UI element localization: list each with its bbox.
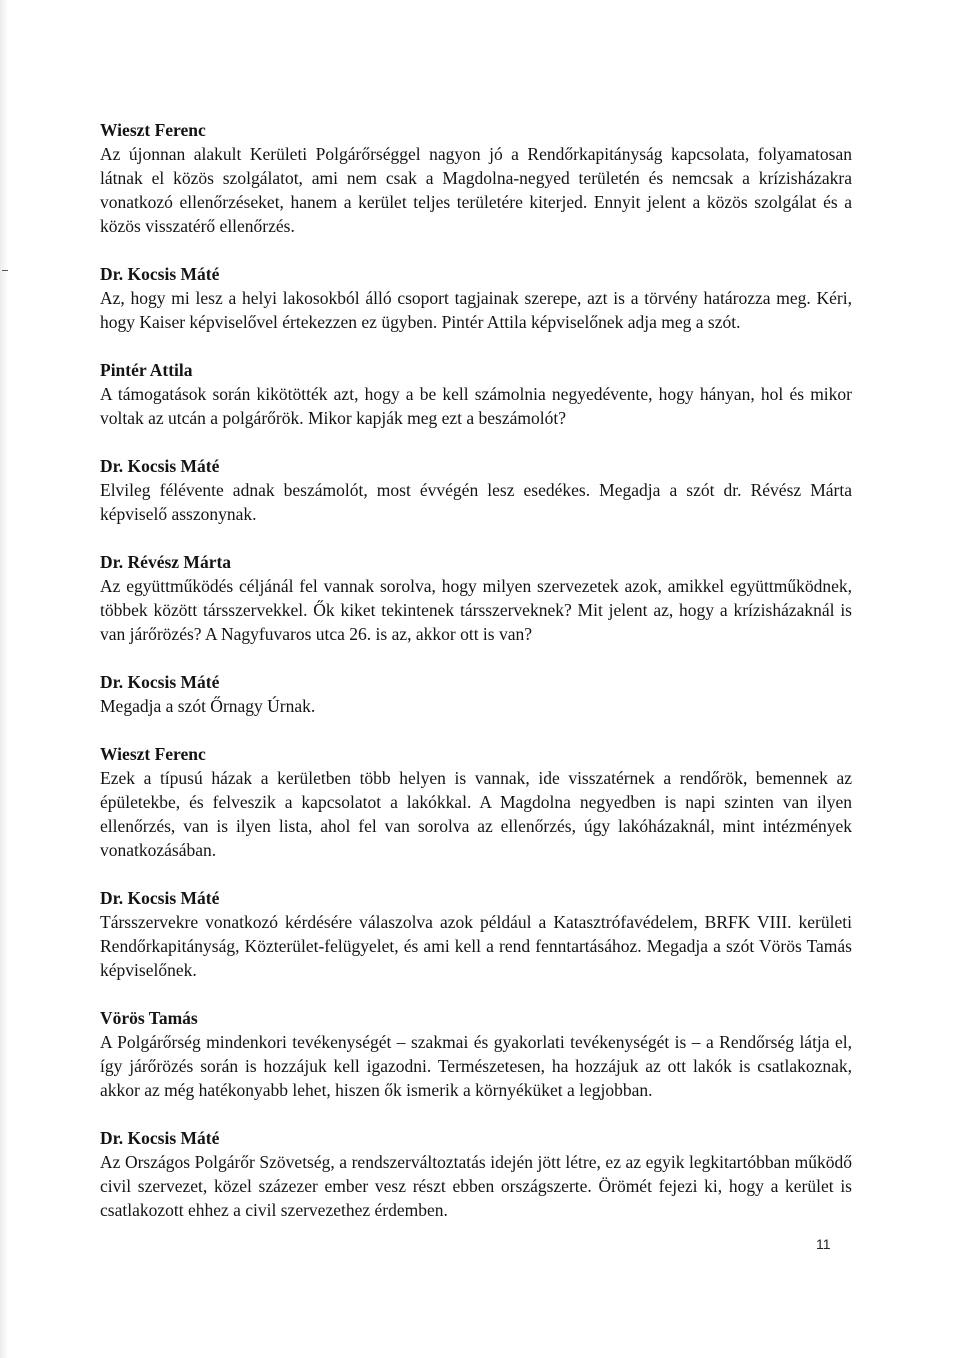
speech-block	[100, 550, 852, 646]
speech-block	[100, 1126, 852, 1222]
speech-block	[100, 742, 852, 862]
speaker-name: Pintér Attila	[100, 360, 193, 380]
speaker-name: Wieszt Ferenc	[100, 744, 206, 764]
speech-text: Társszervekre vonatkozó kérdésére válaszolva azok például a Katasztrófavédelem, BRFK VIII. kerületi Rendőrkapitányság, Közterület-felügyelet, és ami kell a rend fenntartásához. Megadja a szót Vörös Tamás képviselőnek.	[100, 912, 852, 980]
speaker-name: Dr. Kocsis Máté	[100, 1128, 220, 1148]
scan-mark	[2, 270, 8, 271]
speech-text: Az Országos Polgárőr Szövetség, a rendszerváltoztatás idején jött létre, ez az egyik legkitartóbban működő civil szervezet, közel százezer ember vesz részt ebben országszerte. Örömét fejezi ki, hogy a kerület is csatlakozott ehhez a civil szervezethez érdemben.	[100, 1152, 852, 1220]
speech-block	[100, 358, 852, 430]
speaker-name: Dr. Révész Márta	[100, 552, 232, 572]
speaker-name: Dr. Kocsis Máté	[100, 672, 220, 692]
speaker-name: Dr. Kocsis Máté	[100, 888, 220, 908]
page-number: 11	[816, 1236, 831, 1252]
speech-text: Ezek a típusú házak a kerületben több helyen is vannak, ide visszatérnek a rendőrök, bemennek az épületekbe, és felveszik a kapcsolatot a lakókkal. A Magdolna negyedben is napi szinten van ilyen ellenőrzés, van is ilyen lista, ahol fel van sorolva az ellenőrzés, úgy lakóházaknál, mint intézmények vonatkozásában.	[100, 768, 852, 860]
speech-block	[100, 1006, 852, 1102]
speech-text: Megadja a szót Őrnagy Úrnak.	[100, 696, 316, 716]
speech-text: A támogatások során kikötötték azt, hogy a be kell számolnia negyedévente, hogy hányan, hol és mikor voltak az utcán a polgárőrök. Mikor kapják meg ezt a beszámolót?	[100, 384, 852, 428]
speaker-name: Dr. Kocsis Máté	[100, 264, 220, 284]
scan-edge	[0, 0, 8, 1358]
speech-block	[100, 118, 852, 238]
transcript-body	[100, 118, 852, 1246]
speech-block	[100, 886, 852, 982]
speech-block	[100, 262, 852, 334]
speech-text: Az, hogy mi lesz a helyi lakosokból álló csoport tagjainak szerepe, azt is a törvény határozza meg. Kéri, hogy Kaiser képviselővel értekezzen ez ügyben. Pintér Attila képviselőnek adja meg a szót.	[100, 288, 852, 332]
speaker-name: Wieszt Ferenc	[100, 120, 206, 140]
speaker-name: Dr. Kocsis Máté	[100, 456, 220, 476]
speech-text: Az együttműködés céljánál fel vannak sorolva, hogy milyen szervezetek azok, amikkel együttműködnek, többek között társszervekkel. Ők kiket tekintenek társszerveknek? Mit jelent az, hogy a krízisházaknál is van járőrözés? A Nagyfuvaros utca 26. is az, akkor ott is van?	[100, 576, 852, 644]
speech-block	[100, 454, 852, 526]
speech-block	[100, 670, 852, 718]
speech-text: Elvileg félévente adnak beszámolót, most évvégén lesz esedékes. Megadja a szót dr. Révész Márta képviselő asszonynak.	[100, 480, 852, 524]
speech-text: Az újonnan alakult Kerületi Polgárőrséggel nagyon jó a Rendőrkapitányság kapcsolata, folyamatosan látnak el közös szolgálatot, ami nem csak a Magdolna-negyed területén és nemcsak a krízisházakra vonatkozó ellenőrzéseket, hanem a kerület teljes területére kiterjed. Ennyit jelent a közös szolgálat és a közös visszatérő ellenőrzés.	[100, 144, 852, 236]
speech-text: A Polgárőrség mindenkori tevékenységét – szakmai és gyakorlati tevékenységét is – a Rendőrség látja el, így járőrözés során is hozzájuk kell igazodni. Természetesen, ha hozzájuk az ott lakók is csatlakoznak, akkor az még hatékonyabb lehet, hiszen ők ismerik a környéküket a legjobban.	[100, 1032, 852, 1100]
speaker-name: Vörös Tamás	[100, 1008, 198, 1028]
